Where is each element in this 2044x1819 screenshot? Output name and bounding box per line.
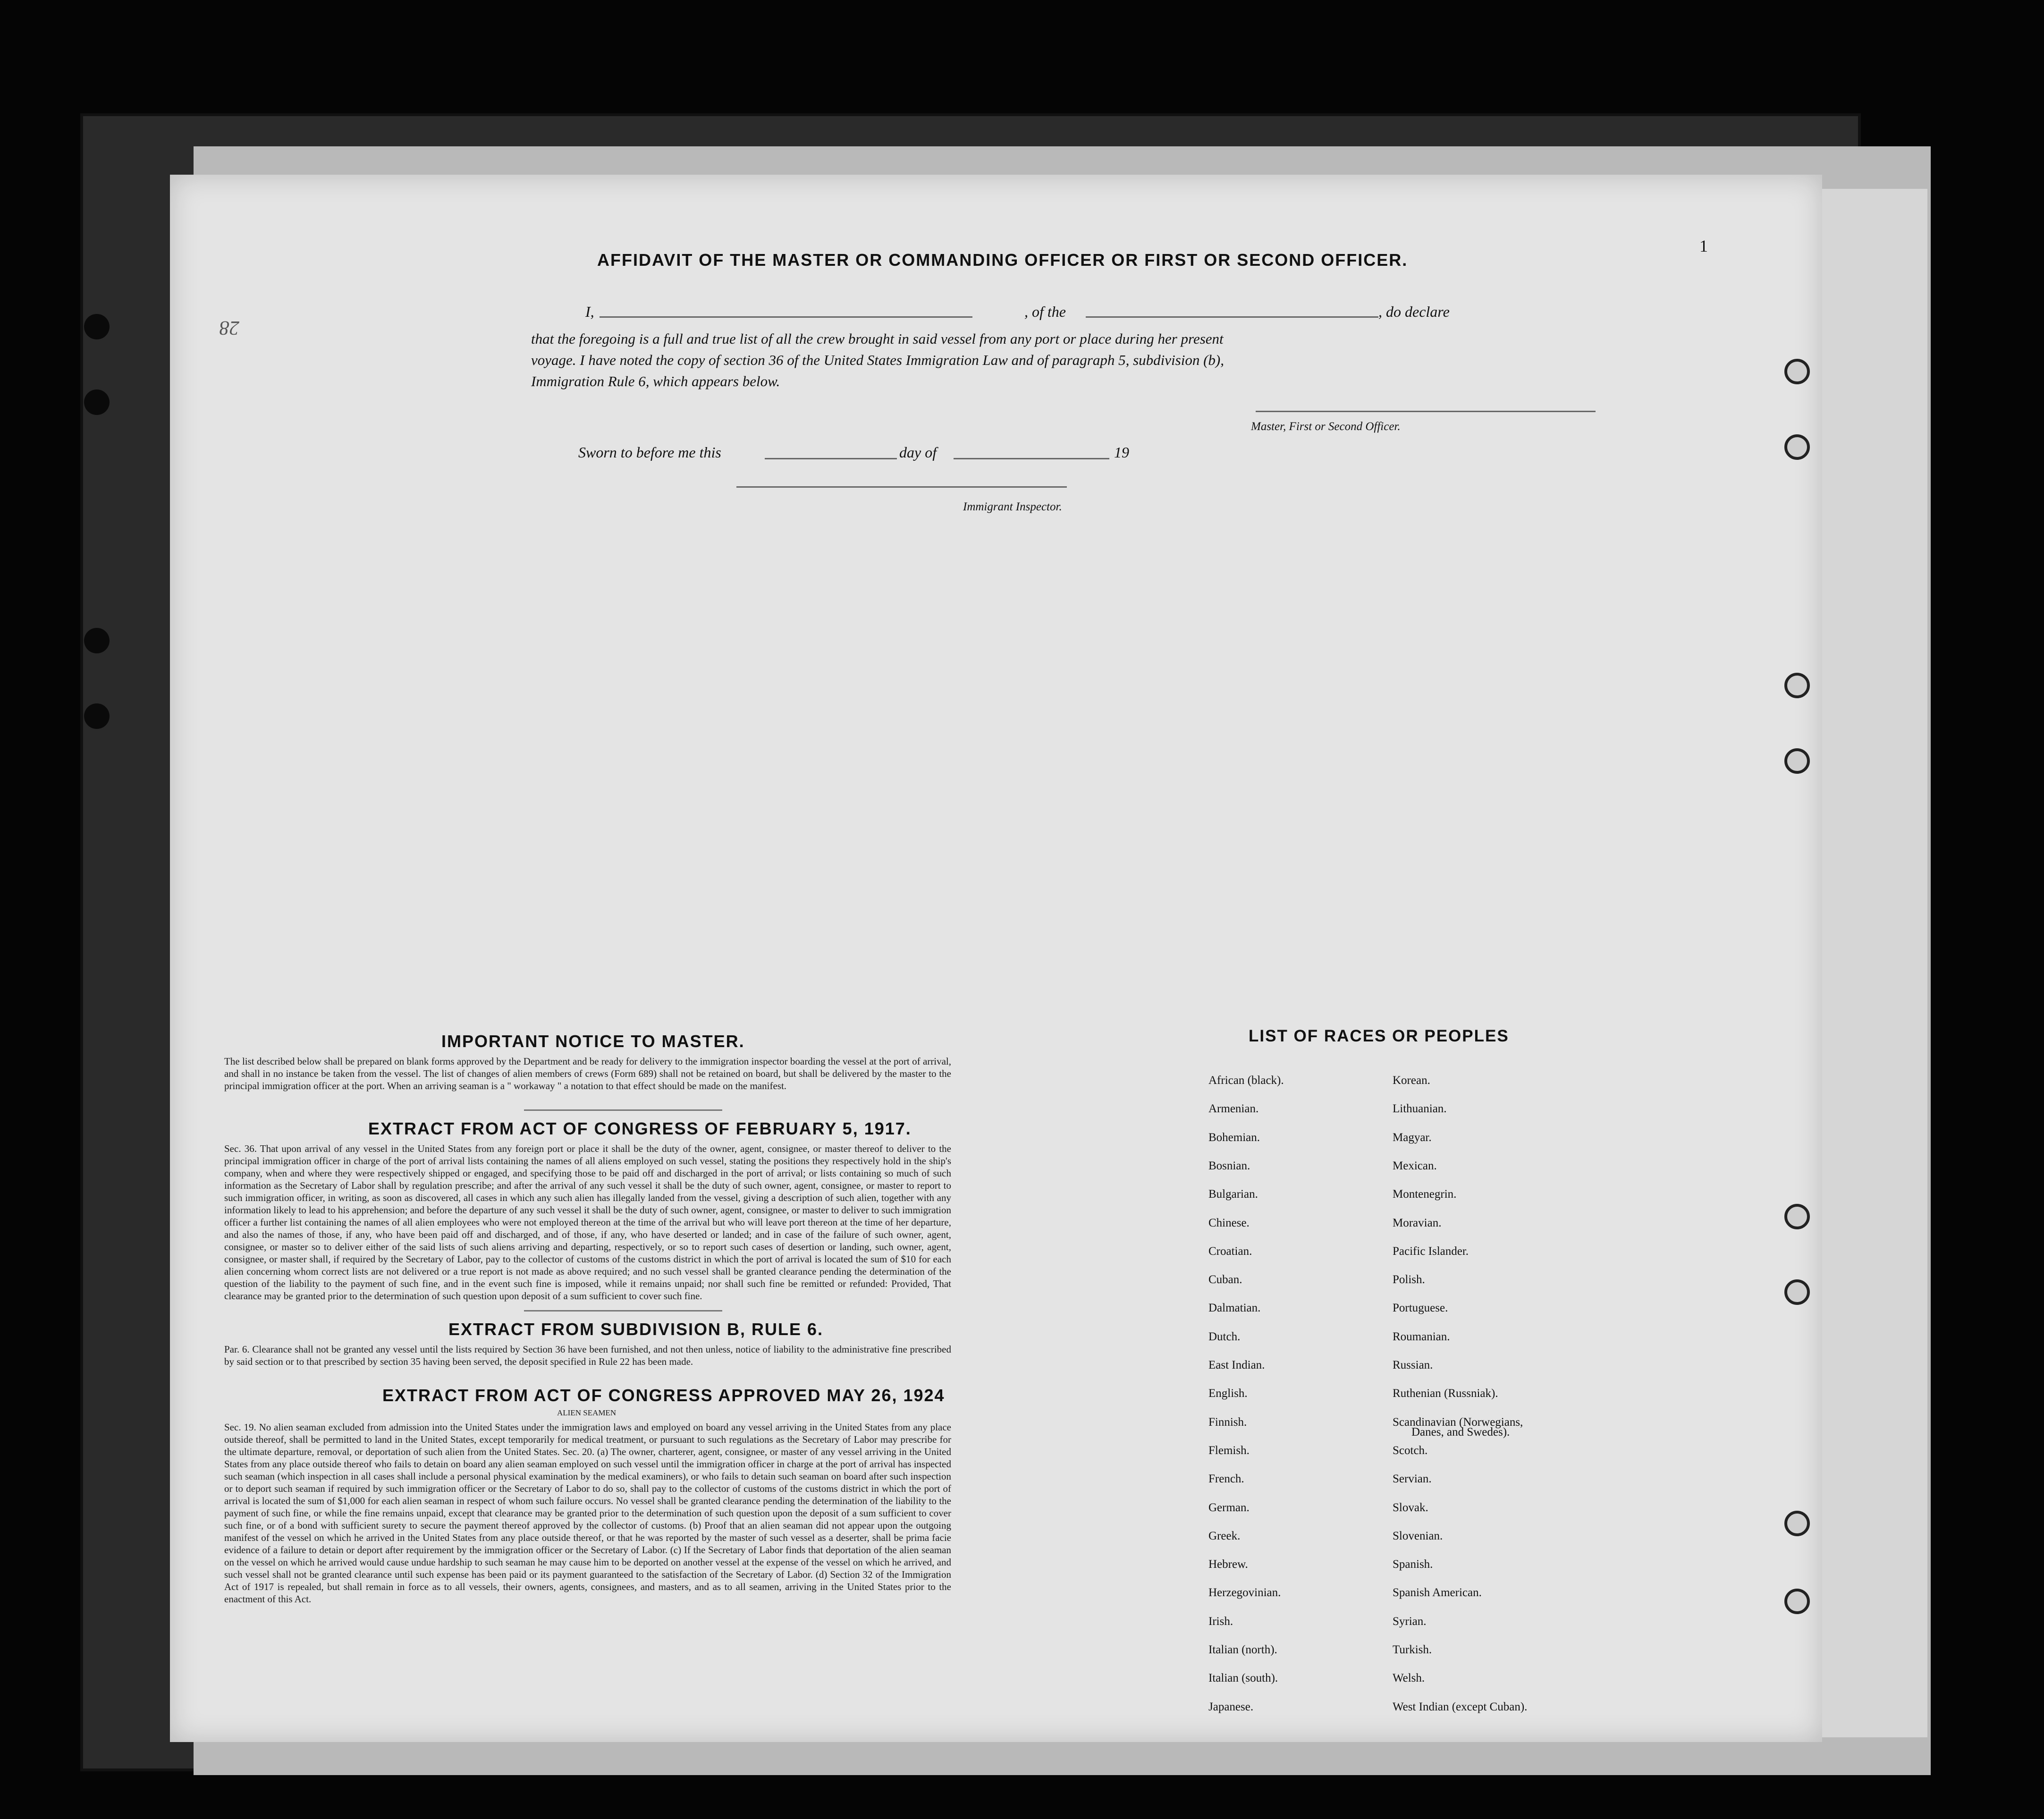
- race-item: Polish.: [1393, 1273, 1425, 1286]
- race-item: Welsh.: [1393, 1672, 1425, 1685]
- race-item: Scotch.: [1393, 1444, 1428, 1457]
- race-item: Spanish American.: [1393, 1586, 1482, 1599]
- race-item: Russian.: [1393, 1359, 1433, 1371]
- race-item: Portuguese.: [1393, 1302, 1448, 1315]
- race-item: Flemish.: [1208, 1444, 1250, 1457]
- ring-hole: [1784, 359, 1810, 384]
- race-item: German.: [1208, 1501, 1250, 1514]
- race-item: Herzegovinian.: [1208, 1586, 1281, 1599]
- race-item: Irish.: [1208, 1615, 1233, 1628]
- section-divider: [524, 1310, 722, 1311]
- sworn-label: Sworn to before me this: [578, 444, 721, 461]
- race-item: Turkish.: [1393, 1643, 1432, 1656]
- vessel-name-field[interactable]: [1086, 316, 1378, 318]
- race-item: Bohemian.: [1208, 1131, 1260, 1144]
- race-item: Greek.: [1208, 1529, 1241, 1542]
- race-item: African (black).: [1208, 1074, 1284, 1087]
- ring-hole: [1784, 1511, 1810, 1536]
- race-item: Lithuanian.: [1393, 1102, 1447, 1116]
- master-name-field[interactable]: [600, 316, 972, 318]
- inspector-signature-field[interactable]: [736, 486, 1067, 488]
- race-item: West Indian (except Cuban).: [1393, 1700, 1528, 1713]
- race-item: Cuban.: [1208, 1273, 1242, 1286]
- race-item: French.: [1208, 1472, 1244, 1486]
- year-label: 19: [1114, 444, 1129, 461]
- race-item: Dalmatian.: [1208, 1302, 1261, 1315]
- ring-hole: [1784, 1589, 1810, 1614]
- extract-1924-text: Sec. 19. No alien seaman excluded from admission into the United States under the immigration laws and employed on board any vessel arriving in the United States from any place outside thereof, shall be permitted to land in the United States, except temporarily for medical treatment, or pursuant to such regulations as the Secretary of Labor may prescribe for the ultimate departure, removal, or deportation of such alien from the United States. Sec. 20. (a) The owner, charterer, agent, consignee, or master of any vessel arriving in the United States from any place outside thereof who fails to detain on board any alien seaman employed on such vessel until the immigration officer in charge at the port of arrival has inspected such seaman (which inspection in all cases shall include a personal physical examination by the medical examiners), or who fails to detain such seaman on board after such inspection or to deport such seaman if required by such immigration officer or the Secretary of Labor to do so, shall pay to the collector of customs of the customs district in which the port of arrival is located the sum of $1,000 for each alien seaman in respect of whom such failure occurs. No vessel shall be granted clearance pending the determination of the liability to the payment of such fine, or while the fine remains unpaid, except that clearance may be granted prior to the determination of such question upon the deposit of a sum sufficient to cover such fine, or of a bond with sufficient surety to secure the payment thereof approved by the collector of customs. (b) Proof that an alien seaman did not appear upon the outgoing manifest of the vessel on which he arrived in the United States from any place outside thereof, or that he was reported by the master of such vessel as a deserter, shall be prima facie evidence of a failure to detain or deport after requirement by the immigration officer or the Secretary of Labor. (c) If the Secretary of Labor finds that deportation of the alien seaman on the vessel on which he arrived would cause undue hardship to such seaman he may cause him to be deported on another vessel at the expense of the vessel on which he arrived, and such vessel shall not be granted clearance until such expense has been paid or its payment guaranteed to the satisfaction of the Secretary of Labor. (d) Section 32 of the Immigration Act of 1917 is repealed, but shall remain in force as to all vessels, their owners, agents, consignees, and masters, and as to all seamen, arriving in the United States prior to the enactment of this Act.: [224, 1421, 951, 1605]
- affidavit-i-label: I,: [585, 303, 594, 320]
- race-item: Dutch.: [1208, 1330, 1241, 1343]
- sworn-month-field[interactable]: [954, 458, 1109, 459]
- sworn-day-field[interactable]: [765, 458, 897, 459]
- binder-hole: [84, 703, 110, 729]
- binder-hole: [84, 314, 110, 339]
- race-item: Italian (north).: [1208, 1643, 1277, 1656]
- ring-hole: [1784, 1279, 1810, 1305]
- race-item: Roumanian.: [1393, 1330, 1450, 1343]
- extract-1917-text: Sec. 36. That upon arrival of any vessel in the United States from any foreign port or place it shall be the duty of the owner, agent, consignee, or master thereof to deliver to the principal immigration officer in charge of the port of arrival lists containing the names of all aliens employed on such vessel, stating the positions they respectively hold in the ship's company, when and where they were respectively shipped or engaged, and specifying those to be paid off and discharged in the port of arrival; or lists containing so much of such information as the Secretary of Labor shall by regulation prescribe; and after the arrival of any such vessel it shall be the duty of such owner, agent, consignee, or master to report to such immigration officer, in writing, as soon as discovered, all cases in which any such alien has illegally landed from the vessel, giving a description of such alien, together with any information likely to lead to his apprehension; and before the departure of any such vessel it shall be the duty of such owner, agent, consignee, or master to deliver to such immigration officer a further list containing the names of all alien employees who were not employed thereon at the time of the arrival but who will leave port thereon at the time of her departure, and also the names of those, if any, who have been paid off and discharged, and of those, if any, who have deserted or landed; and in case of the failure of such owner, agent, consignee, or master so to deliver either of the said lists of such aliens arriving and departing, respectively, or so to report such cases of desertion or landing, such owner, agent, consignee, or master shall, if required by the Secretary of Labor, pay to the collector of customs of the customs district in which the port of arrival is located the sum of $10 for each alien concerning whom correct lists are not delivered or a true report is not made as above required; and no such vessel shall be granted clearance pending the determination of the question of the liability to the payment of such fine, and in the event such fine is imposed, while it remains unpaid; nor shall such fine be remitted or refunded: Provided, That clearance may be granted prior to the determination of such question upon deposit of a sum sufficient to cover such fine.: [224, 1143, 951, 1302]
- extract-rule6-title: EXTRACT FROM SUBDIVISION B, RULE 6.: [448, 1320, 824, 1339]
- race-item: Bulgarian.: [1208, 1188, 1258, 1201]
- race-item: Hebrew.: [1208, 1558, 1248, 1571]
- race-item: Syrian.: [1393, 1615, 1427, 1628]
- declaration-line-3: Immigration Rule 6, which appears below.: [531, 373, 780, 389]
- crew-manifest-page: [170, 175, 1822, 1742]
- race-item: Mexican.: [1393, 1159, 1437, 1172]
- corner-mark: 1: [1699, 237, 1708, 255]
- races-title: LIST OF RACES OR PEOPLES: [1249, 1027, 1509, 1045]
- race-item: Slovenian.: [1393, 1529, 1443, 1542]
- race-item: Slovak.: [1393, 1501, 1428, 1514]
- race-item: Chinese.: [1208, 1216, 1250, 1229]
- notice-text: The list described below shall be prepared on blank forms approved by the Department and be ready for delivery to the immigration inspector boarding the vessel at the port of arrival, and shall in no instance be taken from the vessel. The list of changes of alien members of crews (Form 689) shall not be retained on board, but shall be delivered by the master to the principal immigration officer at the port. When an arriving seaman is a " workaway " a notation to that effect should be made on the manifest.: [224, 1056, 951, 1091]
- extract-1917-title: EXTRACT FROM ACT OF CONGRESS OF FEBRUARY 5, 1917.: [368, 1119, 912, 1138]
- ring-hole: [1784, 748, 1810, 774]
- race-item: Scandinavian (Norwegians,: [1393, 1415, 1523, 1429]
- affidavit-title: AFFIDAVIT OF THE MASTER OR COMMANDING OFFICER OR FIRST OR SECOND OFFICER.: [597, 250, 1408, 270]
- section-divider: [524, 1109, 722, 1111]
- declaration-line-1: that the foregoing is a full and true list of all the crew brought in said vessel from any port or place during her present: [531, 330, 1224, 347]
- declaration-line-2: voyage. I have noted the copy of section 36 of the United States Immigration Law and of paragraph 5, subdivision (b),: [531, 352, 1224, 368]
- race-item: Bosnian.: [1208, 1159, 1250, 1172]
- extract-1924-title: EXTRACT FROM ACT OF CONGRESS APPROVED MAY 26, 1924: [382, 1386, 945, 1405]
- race-item: Pacific Islander.: [1393, 1244, 1469, 1258]
- extract-1924-subtitle: ALIEN SEAMEN: [557, 1408, 617, 1417]
- race-item: Ruthenian (Russniak).: [1393, 1387, 1498, 1400]
- race-item: Croatian.: [1208, 1244, 1252, 1258]
- race-item: Moravian.: [1393, 1216, 1442, 1229]
- race-item-label: Danes, and Swedes).: [1411, 1426, 1510, 1438]
- inspector-caption: Immigrant Inspector.: [963, 500, 1062, 513]
- ring-hole: [1784, 1204, 1810, 1229]
- notice-title: IMPORTANT NOTICE TO MASTER.: [441, 1032, 745, 1051]
- race-item: Spanish.: [1393, 1558, 1433, 1571]
- binder-hole: [84, 389, 110, 415]
- race-item: Finnish.: [1208, 1415, 1247, 1429]
- ring-hole: [1784, 673, 1810, 698]
- binder-hole: [84, 628, 110, 653]
- master-signature-caption: Master, First or Second Officer.: [1251, 420, 1401, 433]
- race-item: Japanese.: [1208, 1700, 1254, 1713]
- master-signature-field[interactable]: [1256, 411, 1596, 412]
- race-item: Montenegrin.: [1393, 1188, 1457, 1201]
- race-item: East Indian.: [1208, 1359, 1265, 1371]
- page-number-mark: 28: [220, 317, 239, 338]
- race-item: English.: [1208, 1387, 1248, 1400]
- race-item: Servian.: [1393, 1472, 1432, 1486]
- extract-rule6-text: Par. 6. Clearance shall not be granted any vessel until the lists required by Section 36 have been furnished, and not then unless, notice of liability to the administrative fine prescribed by said section or to that prescribed by section 35 having been served, the deposit specified in Rule 22 has been made.: [224, 1344, 951, 1367]
- race-item: Korean.: [1393, 1074, 1430, 1087]
- affidavit-of-the-label: , of the: [1024, 303, 1066, 320]
- race-item: Italian (south).: [1208, 1672, 1278, 1685]
- affidavit-declare-label: , do declare: [1378, 303, 1450, 320]
- race-item: Armenian.: [1208, 1102, 1259, 1116]
- day-of-label: day of: [899, 444, 937, 461]
- ring-hole: [1784, 434, 1810, 460]
- race-item: Magyar.: [1393, 1131, 1432, 1144]
